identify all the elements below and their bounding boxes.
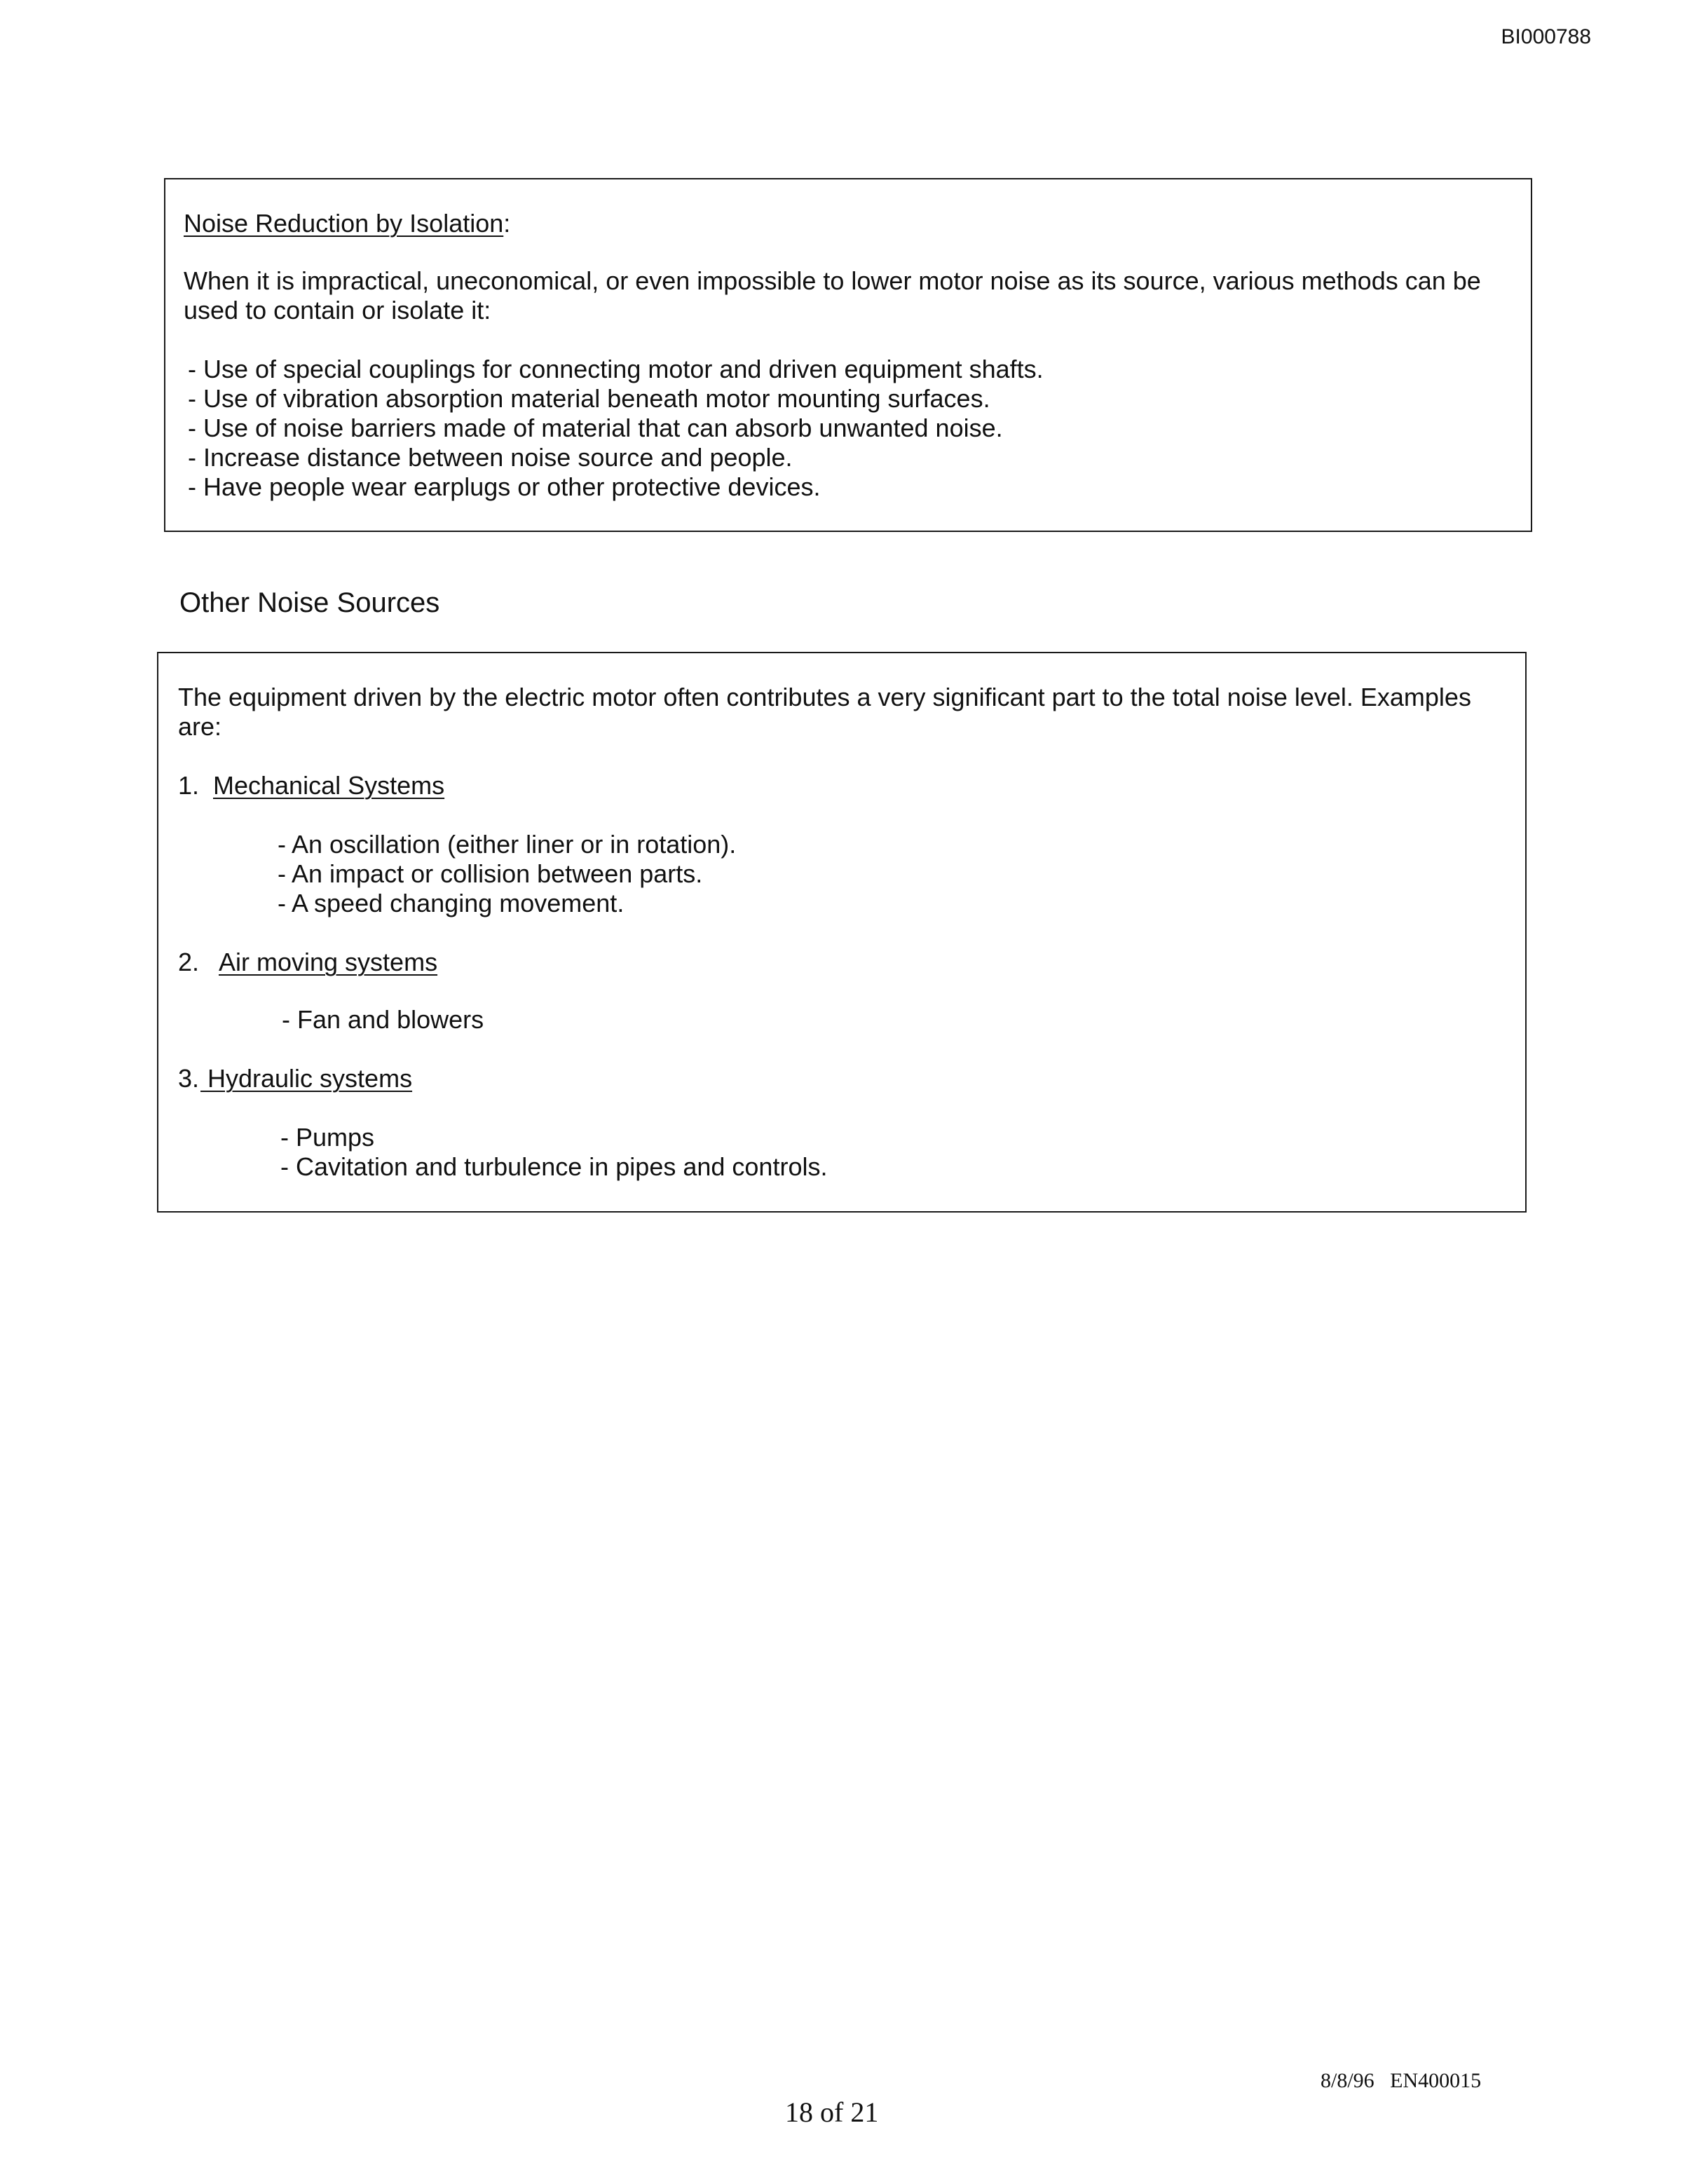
group-item: - Pumps	[280, 1123, 375, 1152]
group-title-hydraulic: Hydraulic systems	[200, 1064, 413, 1093]
isolation-title-colon: :	[503, 209, 511, 238]
isolation-item: - Increase distance between noise source and people.	[188, 443, 793, 472]
group-number: 2.	[178, 948, 200, 976]
isolation-item: - Use of noise barriers made of material that can absorb unwanted noise.	[188, 414, 1003, 442]
isolation-title-text: Noise Reduction by Isolation	[184, 209, 504, 238]
group-number: 1.	[178, 771, 200, 800]
document-id: BI000788	[1501, 25, 1591, 48]
footer-date-code: 8/8/96 EN400015	[1321, 2069, 1482, 2092]
group-item: - An impact or collision between parts.	[278, 859, 703, 888]
sources-intro-line: are:	[178, 712, 222, 741]
isolation-intro-line: When it is impractical, uneconomical, or even impossible to lower motor noise as its source, various methods can be	[184, 266, 1481, 295]
sources-intro-line: The equipment driven by the electric motor often contributes a very significant part to the total noise level. Examples	[178, 683, 1471, 711]
group-item: - A speed changing movement.	[278, 889, 625, 917]
group-number: 3.	[178, 1064, 200, 1093]
group-title-mechanical: Mechanical Systems	[213, 771, 445, 800]
isolation-intro-line: used to contain or isolate it:	[184, 296, 491, 325]
group-title-air-moving: Air moving systems	[219, 948, 438, 976]
isolation-item: - Use of vibration absorption material beneath motor mounting surfaces.	[188, 384, 990, 413]
page-number: 18 of 21	[785, 2096, 879, 2128]
isolation-item: - Use of special couplings for connecting motor and driven equipment shafts.	[188, 355, 1044, 383]
isolation-title	[184, 209, 510, 238]
isolation-item: - Have people wear earplugs or other protective devices.	[188, 472, 821, 501]
section-heading: Other Noise Sources	[179, 587, 440, 618]
group-item: - An oscillation (either liner or in rotation).	[278, 830, 737, 859]
group-item: - Cavitation and turbulence in pipes and controls.	[280, 1152, 828, 1181]
group-item: - Fan and blowers	[282, 1005, 484, 1034]
